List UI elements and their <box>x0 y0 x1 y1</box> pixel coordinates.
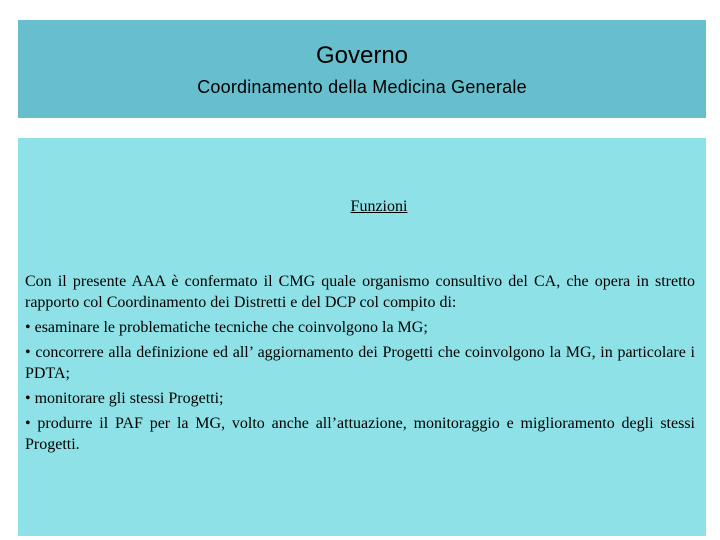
bullet-item: • produrre il PAF per la MG, volto anche all’attuazione, monitoraggio e miglioramento degli stessi Progetti. <box>25 415 695 453</box>
section-heading: Funzioni <box>350 198 408 215</box>
intro-paragraph: Con il presente AAA è confermato il CMG quale organismo consultivo del CA, che opera in stretto rapporto col Coordinamento dei Distretti e del DCP col compito di: <box>25 273 695 311</box>
bullet-item: • esaminare le problematiche tecniche che coinvolgono la MG; <box>25 319 428 336</box>
bullet-item: • concorrere alla definizione ed all’ aggiornamento dei Progetti che coinvolgono la MG, in particolare i PDTA; <box>25 344 695 382</box>
slide-subtitle: Coordinamento della Medicina Generale <box>197 77 527 97</box>
content-panel <box>18 138 706 536</box>
body-text <box>25 271 695 459</box>
slide-header <box>18 20 706 118</box>
slide-title: Governo <box>315 42 409 69</box>
bullet-item: • monitorare gli stessi Progetti; <box>25 390 224 407</box>
